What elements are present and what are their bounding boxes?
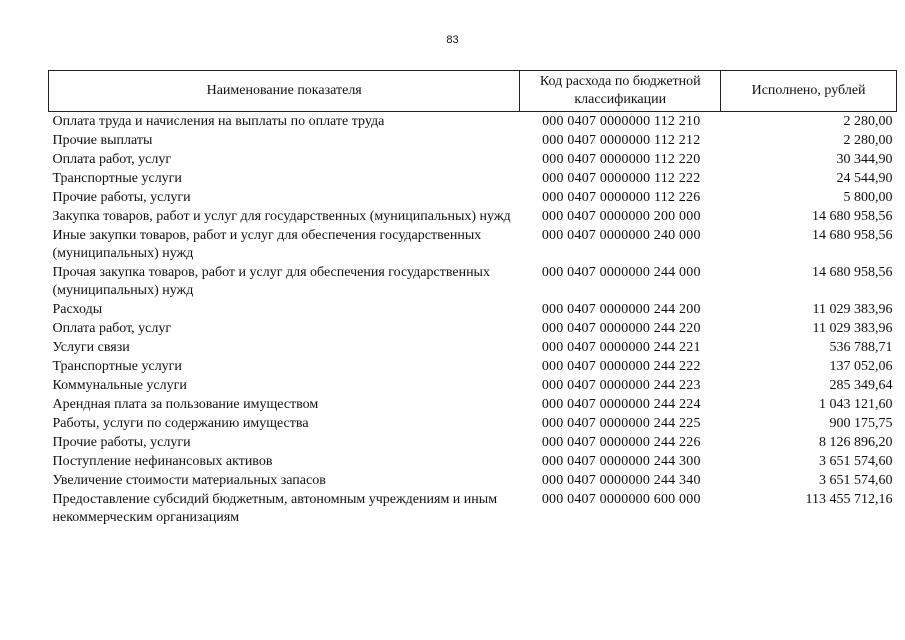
row-code: 000 0407 0000000 112 212 <box>542 133 701 148</box>
row-code: 000 0407 0000000 244 224 <box>541 397 701 412</box>
row-code: 000 0407 0000000 244 226 <box>541 435 701 450</box>
row-amount: 14 680 958,56 <box>812 265 893 280</box>
table-row <box>49 320 897 339</box>
row-code: 000 0407 0000000 244 000 <box>541 265 701 280</box>
row-amount: 900 175,75 <box>829 416 893 431</box>
row-amount: 14 680 958,56 <box>812 209 893 224</box>
row-name: Оплата работ, услуг <box>52 152 172 167</box>
table-row <box>49 151 897 170</box>
row-name: Прочие работы, услуги <box>52 190 191 205</box>
row-code: 000 0407 0000000 112 220 <box>542 152 701 167</box>
table-row <box>49 339 897 358</box>
table-row <box>49 358 897 377</box>
row-name: Расходы <box>52 302 103 317</box>
row-amount: 24 544,90 <box>836 171 893 186</box>
row-amount: 14 680 958,56 <box>812 228 893 243</box>
row-name: Оплата труда и начисления на выплаты по оплате труда <box>52 114 385 129</box>
row-code: 000 0407 0000000 244 222 <box>541 359 701 374</box>
table-header-row <box>49 71 897 112</box>
table-row <box>49 491 897 528</box>
row-name: Увеличение стоимости материальных запасов <box>52 473 326 488</box>
table-row <box>49 112 897 133</box>
table-row <box>49 132 897 151</box>
row-code: 000 0407 0000000 244 225 <box>541 416 701 431</box>
table-row <box>49 415 897 434</box>
row-name: Предоставление субсидий бюджетным, автономным учреждениям и иным некоммерческим организациям <box>52 492 498 525</box>
table-row <box>49 453 897 472</box>
row-amount: 3 651 574,60 <box>819 473 893 488</box>
row-name: Прочая закупка товаров, работ и услуг для обеспечения государственных (муниципальных) нужд <box>52 265 490 298</box>
row-name: Закупка товаров, работ и услуг для государственных (муниципальных) нужд <box>52 209 511 224</box>
row-name: Транспортные услуги <box>52 171 182 186</box>
row-name: Транспортные услуги <box>52 359 182 374</box>
row-name: Работы, услуги по содержанию имущества <box>52 416 309 431</box>
page-number: 83 <box>446 34 459 46</box>
row-amount: 30 344,90 <box>836 152 893 167</box>
row-amount: 8 126 896,20 <box>819 435 893 450</box>
row-name: Коммунальные услуги <box>52 378 187 393</box>
row-code: 000 0407 0000000 112 226 <box>542 190 701 205</box>
row-name: Прочие выплаты <box>52 133 153 148</box>
table-body <box>49 112 897 529</box>
row-amount: 2 280,00 <box>843 133 893 148</box>
table-row <box>49 434 897 453</box>
row-code: 000 0407 0000000 244 340 <box>541 473 701 488</box>
row-code: 000 0407 0000000 112 222 <box>542 171 701 186</box>
row-code: 000 0407 0000000 244 220 <box>541 321 701 336</box>
table-row <box>49 301 897 320</box>
row-name: Иные закупки товаров, работ и услуг для обеспечения государственных (муниципальных) нужд <box>52 228 482 261</box>
row-name: Арендная плата за пользование имуществом <box>52 397 319 412</box>
header-name: Наименование показателя <box>49 71 520 112</box>
row-name: Поступление нефинансовых активов <box>52 454 273 469</box>
row-code: 000 0407 0000000 244 223 <box>541 378 701 393</box>
row-code: 000 0407 0000000 244 221 <box>541 340 701 355</box>
row-amount: 137 052,06 <box>829 359 893 374</box>
row-code: 000 0407 0000000 200 000 <box>541 209 701 224</box>
table-row <box>49 189 897 208</box>
table-row <box>49 264 897 301</box>
row-name: Услуги связи <box>52 340 130 355</box>
row-amount: 1 043 121,60 <box>819 397 893 412</box>
row-code: 000 0407 0000000 240 000 <box>541 228 701 243</box>
table-row <box>49 227 897 264</box>
row-name: Прочие работы, услуги <box>52 435 191 450</box>
table-row <box>49 208 897 227</box>
table-row <box>49 472 897 491</box>
row-amount: 3 651 574,60 <box>819 454 893 469</box>
row-amount: 11 029 383,96 <box>812 321 893 336</box>
row-amount: 2 280,00 <box>843 114 893 129</box>
row-code: 000 0407 0000000 244 300 <box>541 454 701 469</box>
header-code: Код расхода по бюджетной классификации <box>520 71 721 112</box>
row-amount: 5 800,00 <box>843 190 893 205</box>
header-amount: Исполнено, рублей <box>721 71 897 112</box>
row-code: 000 0407 0000000 244 200 <box>541 302 701 317</box>
row-code: 000 0407 0000000 600 000 <box>541 492 701 507</box>
row-amount: 536 788,71 <box>829 340 893 355</box>
row-amount: 285 349,64 <box>829 378 893 393</box>
row-amount: 11 029 383,96 <box>812 302 893 317</box>
table-row <box>49 170 897 189</box>
table-row <box>49 396 897 415</box>
table-row <box>49 377 897 396</box>
row-code: 000 0407 0000000 112 210 <box>542 114 701 129</box>
row-amount: 113 455 712,16 <box>805 492 893 507</box>
expenditure-table <box>48 70 897 528</box>
row-name: Оплата работ, услуг <box>52 321 172 336</box>
